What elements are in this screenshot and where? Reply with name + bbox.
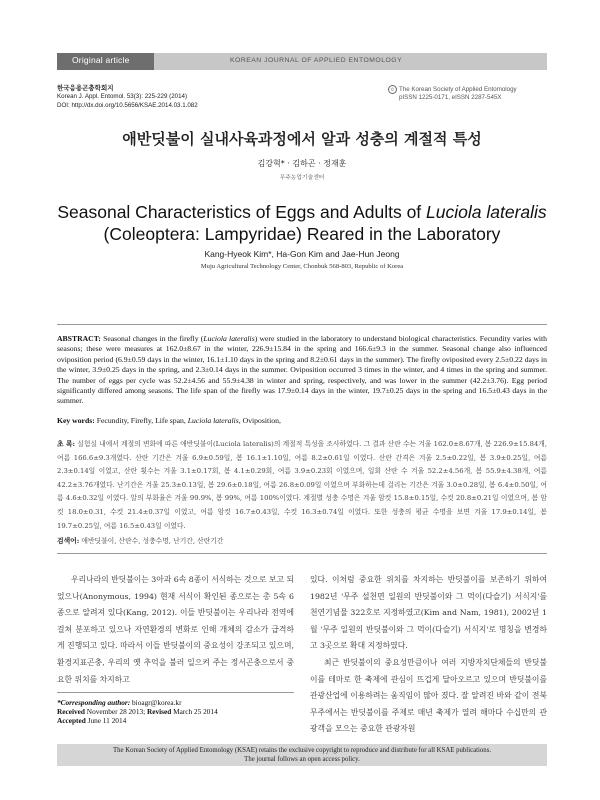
copyright-icon: © — [388, 85, 397, 94]
revised-date: March 25 2014 — [171, 707, 218, 717]
article-type-label: Original article — [72, 55, 130, 65]
doi-link[interactable]: DOI: http://dx.doi.org/10.5656/KSAE.2014.03.1.082 — [57, 101, 198, 109]
keywords-label: Key words: — [57, 416, 95, 425]
body-paragraph: 있다. 이처럼 중요한 위치를 차지하는 반딧불이를 보존하기 위하여 1982년 '무주 설천면 일원의 반딧불이와 그 먹이(다슬기) 서식지'를 천연기념물 322호로 지정하였고(Kim and Nam, 1981), 2002년 1월 '무주 일원의 반딧불이와 그 먹이(다슬기) 서식지'로 명칭을 변경하고 3곳으로 확대 지정하였다. — [310, 575, 547, 651]
korean-abstract: 초 록: 실험실 내에서 계절의 변화에 따른 애반딧불이(Luciola lateralis)의 계절적 특성을 조사하였다. 그 결과 산란 수는 겨울 162.0±8.67개, 봄 226.9±15.84개, 여름 166.6±9.3개였다. 산란 기간은 겨울 6.9±0.59일, 봄 16.1±1.10일, 여름 8.2±0.61일 이였다. 산란 간격은 겨울 2.5±0.22일, 봄 3.9±0.25일, 여름 2.3±0.14일 이였고, 산란 횟수는 겨울 3.1±0.17회, 봄 4.1±0.29회, 여름 3.9±0.23회 이였으며, 일회 산란 수 겨울 52.2±4.56개, 봄 55.9±4.38개, 여름 42.2±3.76개였다. 난기간은 겨울 25.3±0.13일, 봄 29.6±0.18일, 여름 26.8±0.09일 이였으며 부화하는데 걸리는 기간은 겨울 3.0±0.28일, 봄 6.4±0.50일, 여름 4.6±0.32일 이였다. 알의 부화율은 겨울 99.9%, 봄 99%, 여름 100%이였다. 계절별 성충 수명은 겨울 암컷 15.8±0.15일, 수컷 20.8±0.21일 이였으며, 봄 암컷 18.0±0.31, 수컷 21.4±0.37일 이였고, 여름 암컷 16.7±0.43일, 수컷 16.3±0.74일 이였다. 또한 성충의 평균 수명을 보면 겨울 17.9±0.14일, 봄 19.7±0.25일, 여름 16.5±0.43일 이였다. — [57, 440, 547, 530]
korean-keywords: 검색어: 애반딧불이, 산란수, 성충수명, 난기간, 산란기간 — [57, 537, 224, 545]
corresponding-label: *Corresponding author: — [57, 698, 131, 707]
citation-line: Korean J. Appl. Entomol. 53(3): 225-229 (2014) — [57, 93, 188, 101]
english-title-part2: (Coleoptera: Lampyridae) Reared in the Laboratory — [103, 224, 501, 244]
abstract-label: ABSTRACT: — [57, 334, 101, 343]
english-title-species: Luciola lateralis — [426, 202, 547, 222]
english-title — [57, 201, 547, 245]
divider-corr — [57, 692, 294, 693]
body-paragraph: 최근 반딧불이의 중요성만큼이나 여러 지방자치단체들의 반딧불이를 테마로 한 축제에 관심이 뜨겁게 달아오르고 있으며 반딧불이를 관광산업에 이용하려는 움직임이 많아 졌다. 잘 알려진 바와 같이 전북 무주에서는 반딧불이를 주제로 매년 축제가 열려 해마다 수십만의 관광객을 모으는 중요한 관광자원 — [310, 657, 547, 734]
korean-abstract-label: 초 록: — [57, 440, 76, 448]
english-authors: Kang-Hyeok Kim*, Ha-Gon Kim and Jae-Hun Jeong — [204, 249, 400, 259]
divider-top — [57, 324, 547, 325]
body-column-right — [310, 572, 547, 738]
received-date: November 28 2013; — [84, 707, 147, 717]
society-name: The Korean Society of Applied Entomology — [399, 86, 517, 94]
author-email[interactable]: bioagr@korea.kr — [130, 698, 182, 707]
journal-name: KOREAN JOURNAL OF APPLIED ENTOMOLOGY — [230, 57, 403, 64]
abstract: ABSTRACT: Seasonal changes in the firefly (Luciola lateralis) were studied in the laboratory to understand biological characteristics. Fecundity varies with seasons; these were measures at 162.0±8.67 in the winter, 226.9±15.84 in the spring and 166.6±9.3 in the summer. Seasonal change also influenced oviposition period (6.9±0.59 days in the winter, 16.1±1.10 days in the spring and 8.2±0.61 days in the summer). The firefly oviposited every 2.5±0.22 days in the winter, 3.9±0.25 days in the spring, and 2.3±0.14 days in the summer. Oviposition occurred 3 times in the winter, and 4 times in the spring and summer. The number of eggs per cycle was 52.2±4.56 and 55.9±4.38 in winter and spring, respectively, and was lower in the summer (42.2±3.76). Egg period significantly differed among seasons. The life span of the firefly was 17.9±0.14 days in the winter, 19.7±0.25 days in the spring and 16.5±0.43 days in the summer. — [57, 334, 547, 406]
keywords: Key words: Fecundity, Firefly, Life span, Luciola lateralis, Oviposition, — [57, 416, 281, 425]
divider-body — [57, 553, 547, 554]
citation-block — [57, 85, 198, 110]
korean-affiliation: 무주농업기술센터 — [279, 175, 325, 181]
body-paragraph: 우리나라의 반딧불이는 3아과 6속 8종이 서식하는 것으로 보고 되었으나(Anonymous, 1994) 현재 서식이 확인된 종으로는 총 5속 6종으로 알려져 있다(Kang, 2012). 이들 반딧불이는 우리나라 전역에 걸쳐 분포하고 있으나 자연환경의 변화로 인해 개체의 감소가 급격하게 진행되고 있다. 따라서 이들 반딧불이의 중요성이 강조되고 있으며, 환경지표곤충, 우리의 옛 추억을 불러 일으켜 주는 정서곤충으로서 중요한 위치를 차지하고 — [57, 575, 295, 684]
korean-title: 애반딧불이 실내사육과정에서 알과 성충의 계절적 특성 — [122, 130, 482, 148]
english-title-part1: Seasonal Characteristics of Eggs and Adults of — [57, 202, 427, 222]
copyright-block — [388, 85, 558, 103]
body-column-left — [57, 572, 294, 688]
footer-notice: The Korean Society of Applied Entomology (KSAE) retains the exclusive copyright to reproduce and distribute for all KSAE publications. The journal follows an open access policy. — [112, 747, 492, 763]
korean-authors: 김강혁* · 김하곤 · 정재훈 — [257, 159, 347, 168]
journal-korean-name: 한국응용곤충학회지 — [57, 85, 114, 92]
correspondence-block: *Corresponding author: bioagr@korea.kr Received November 28 2013; Revised March 25 2014 Accepted June 11 2014 — [57, 698, 218, 726]
korean-keywords-label: 검색어: — [57, 537, 80, 545]
issn-line: pISSN 1225-0171, eISSN 2287-545X — [399, 94, 502, 102]
english-affiliation: Muju Agricultural Technology Center, Chonbuk 568-803, Republic of Korea — [200, 263, 404, 270]
accepted-date: June 11 2014 — [85, 716, 127, 726]
